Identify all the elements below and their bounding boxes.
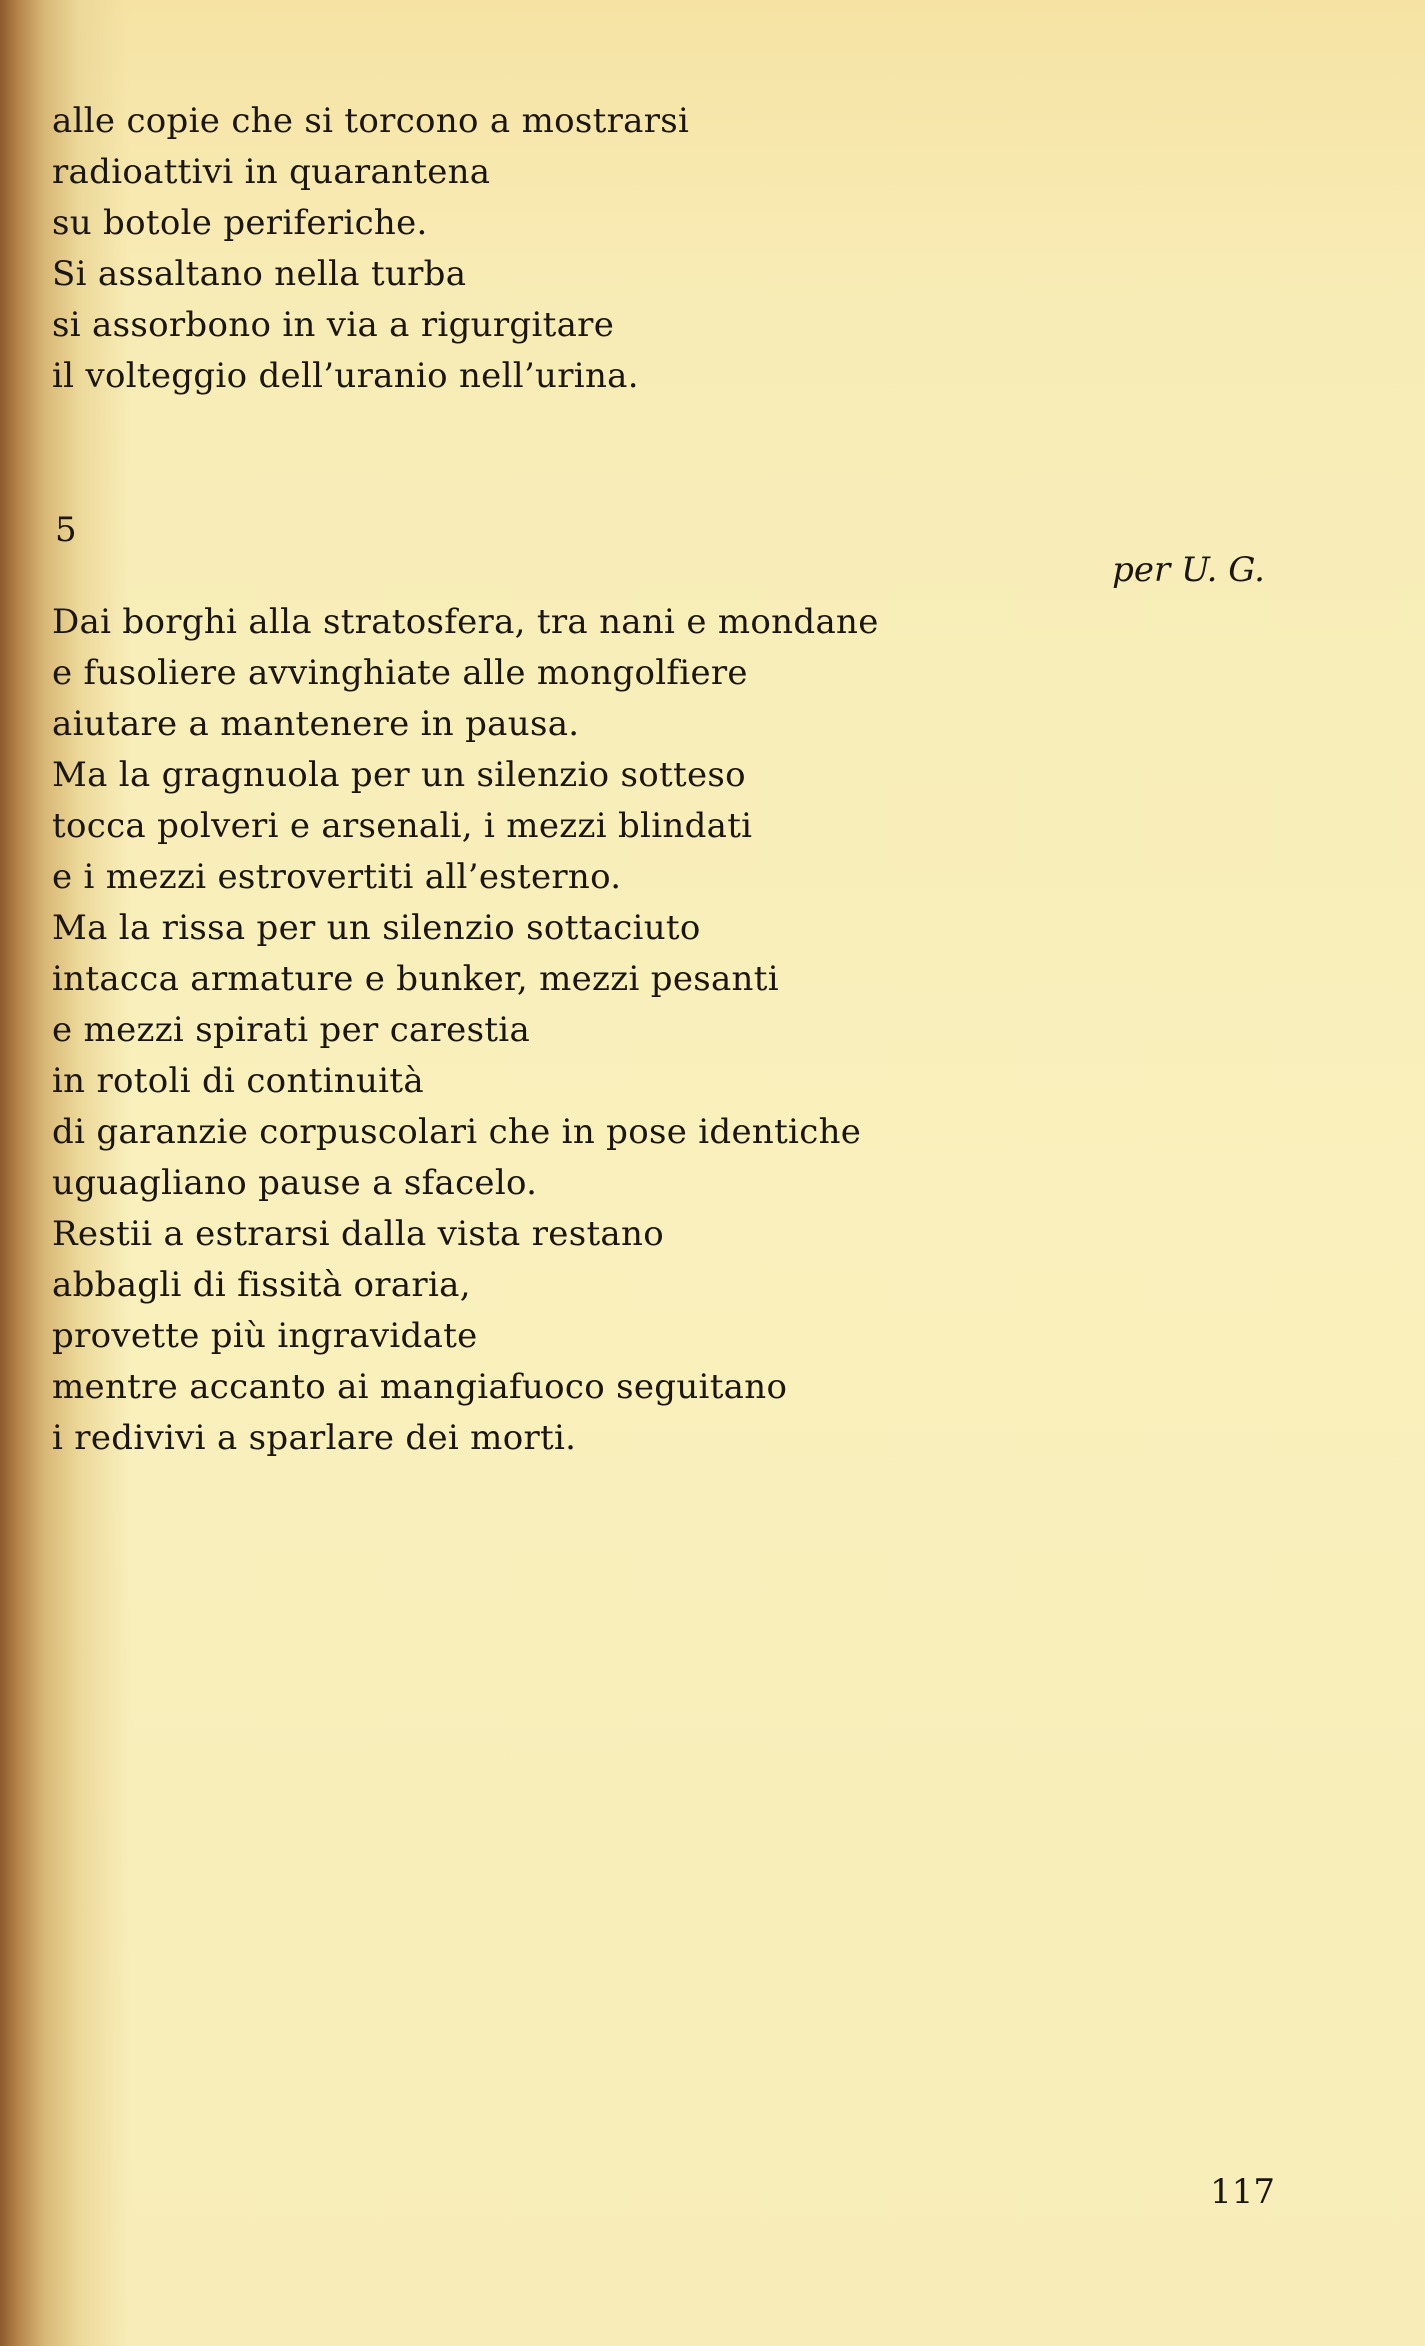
poem-line: aiutare a mantenere in pausa. [52, 704, 580, 744]
poem-line: Si assaltano nella turba [52, 254, 467, 294]
section-number: 5 [55, 510, 77, 550]
poem-line: e i mezzi estrovertiti all’esterno. [52, 857, 622, 897]
poem-line: alle copie che si torcono a mostrarsi [52, 101, 690, 141]
poem-line: Ma la gragnuola per un silenzio sotteso [52, 755, 746, 795]
poem-line: si assorbono in via a rigurgitare [52, 305, 615, 345]
poem-line: Dai borghi alla stratosfera, tra nani e mondane [52, 602, 879, 642]
poem-line: Ma la rissa per un silenzio sottaciuto [52, 908, 701, 948]
poem-line: provette più ingravidate [52, 1316, 478, 1356]
poem-line: tocca polveri e arsenali, i mezzi blindati [52, 806, 753, 846]
poem-line: il volteggio dell’uranio nell’urina. [52, 356, 639, 396]
poem-line: in rotoli di continuità [52, 1061, 424, 1101]
poem-line: uguagliano pause a sfacelo. [52, 1163, 538, 1203]
poem-line: radioattivi in quarantena [52, 152, 491, 192]
page-number: 117 [1210, 2172, 1275, 2212]
poem-line: su botole periferiche. [52, 203, 428, 243]
poem-section-5 [52, 597, 879, 1464]
poem-line: Restii a estrarsi dalla vista restano [52, 1214, 664, 1254]
poem-line: e fusoliere avvinghiate alle mongolfiere [52, 653, 748, 693]
poem-line: e mezzi spirati per carestia [52, 1010, 531, 1050]
dedication: per U. G. [1112, 550, 1265, 590]
poem-line: i redivivi a sparlare dei morti. [52, 1418, 577, 1458]
poem-line: intacca armature e bunker, mezzi pesanti [52, 959, 779, 999]
poem-line: mentre accanto ai mangiafuoco seguitano [52, 1367, 788, 1407]
poem-line: abbagli di fissità oraria, [52, 1265, 471, 1305]
poem-line: di garanzie corpuscolari che in pose identiche [52, 1112, 862, 1152]
poem-continuation [52, 96, 689, 402]
